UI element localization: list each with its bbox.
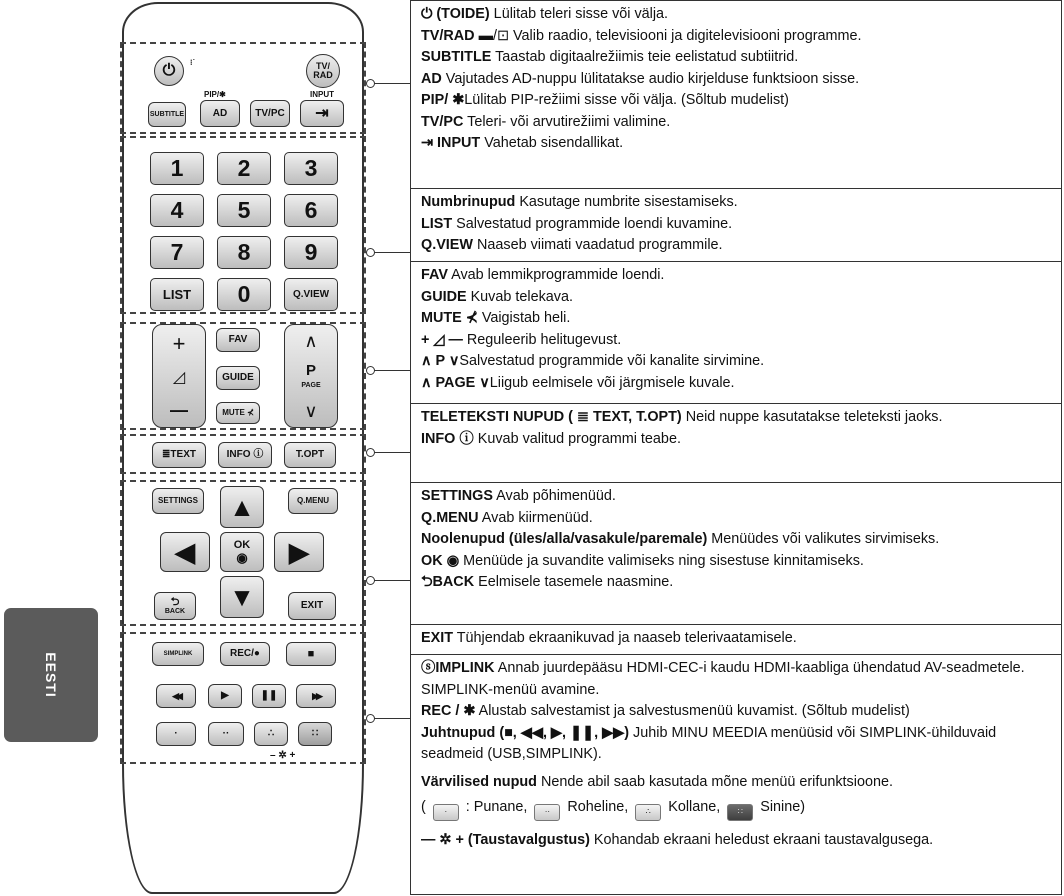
desc-key: Q.VIEW xyxy=(421,237,473,253)
desc-row-exit xyxy=(411,624,1061,654)
desc-text: Menüüde ja suvandite valimiseks ning sisestuse kinnitamiseks. xyxy=(459,552,864,569)
desc-text: Salvestatud programmide loendi kuvamine. xyxy=(452,215,733,232)
desc-line xyxy=(421,90,1052,112)
connector-6 xyxy=(370,718,410,719)
desc-key: TELETEKSTI NUPUD ( ≣ TEXT, T.OPT) xyxy=(421,409,682,425)
desc-line xyxy=(421,26,1052,48)
desc-line xyxy=(421,572,1052,594)
desc-line xyxy=(421,797,1052,821)
connector-dot-3 xyxy=(366,366,375,375)
desc-key: ⏻ (TOIDE) xyxy=(421,6,490,22)
topt-button[interactable]: T.OPT xyxy=(284,442,336,468)
connector-dot-2 xyxy=(366,248,375,257)
desc-key: TV/PC xyxy=(421,113,464,130)
backlight-label: – ✲ + xyxy=(270,750,296,761)
desc-key: EXIT xyxy=(421,630,453,646)
connector-3 xyxy=(370,370,410,371)
desc-text: Avab põhimenüüd. xyxy=(492,488,616,504)
desc-text: Teleri- või arvutirežiimi valimine. xyxy=(463,113,671,130)
connector-dot-5 xyxy=(366,576,375,585)
desc-text: Neid nuppe kasutatakse teleteksti jaoks. xyxy=(681,409,943,425)
desc-text: Kollane, xyxy=(664,799,725,815)
desc-line xyxy=(421,235,1052,257)
nav-up-button[interactable]: ▲ xyxy=(220,486,264,528)
stop-button[interactable]: ■ xyxy=(286,642,336,666)
desc-line xyxy=(421,112,1052,134)
desc-text: Avab kiirmenüüd. xyxy=(478,509,593,526)
desc-line xyxy=(421,429,1052,451)
num-6-button[interactable]: 6 xyxy=(284,194,338,227)
language-tab-label: EESTI xyxy=(43,652,59,698)
desc-text: Salvestatud programmide või kanalite sirvimine. xyxy=(459,353,765,369)
red-swatch-icon: · xyxy=(433,804,459,821)
settings-button[interactable]: SETTINGS xyxy=(152,488,204,514)
desc-text: Sinine) xyxy=(756,799,806,815)
desc-key: OK ◉ xyxy=(421,552,460,569)
desc-line xyxy=(421,214,1052,236)
num-8-button[interactable]: 8 xyxy=(217,236,271,269)
desc-key: GUIDE xyxy=(421,288,467,305)
ok-label: OK xyxy=(233,539,251,551)
channel-rocker[interactable] xyxy=(284,324,338,428)
desc-line xyxy=(421,308,1052,330)
play-button[interactable]: ▶ xyxy=(208,684,242,708)
desc-text: Kasutage numbrite sisestamiseks. xyxy=(515,194,738,210)
channel-down: ∨ xyxy=(304,401,318,422)
simplink-button[interactable]: SIMPLINK xyxy=(152,642,204,666)
channel-up: ∧ xyxy=(304,330,318,351)
fast-forward-button[interactable]: ▶▶ xyxy=(296,684,336,708)
num-3-button[interactable]: 3 xyxy=(284,152,338,185)
desc-row-top-buttons xyxy=(411,1,1061,188)
power-dots: ⁝˙ xyxy=(190,58,196,67)
tvrad-button[interactable] xyxy=(306,54,340,88)
power-button[interactable]: ⏻ xyxy=(154,56,184,86)
num-5-button[interactable]: 5 xyxy=(217,194,271,227)
red-button[interactable]: · xyxy=(156,722,196,746)
desc-text: Lülitab teleri sisse või välja. xyxy=(489,6,669,22)
ok-button[interactable] xyxy=(220,532,264,572)
connector-dot-4 xyxy=(366,448,375,457)
desc-line xyxy=(421,192,1052,214)
desc-line xyxy=(421,4,1052,26)
num-2-button[interactable]: 2 xyxy=(217,152,271,185)
remote-control xyxy=(122,2,364,894)
num-9-button[interactable]: 9 xyxy=(284,236,338,269)
connector-dot-1 xyxy=(366,79,375,88)
rec-button[interactable]: REC/● xyxy=(220,642,270,666)
desc-text: Roheline, xyxy=(563,799,633,815)
desc-key: Q.MENU xyxy=(421,509,479,526)
nav-right-button[interactable]: ▶ xyxy=(274,532,324,572)
desc-text: Liigub eelmisele või järgmisele kuvale. xyxy=(489,374,735,391)
blue-button[interactable]: ∷ xyxy=(298,722,332,746)
nav-down-button[interactable]: ▼ xyxy=(220,576,264,618)
desc-line xyxy=(421,287,1052,309)
desc-text: Vaigistab heli. xyxy=(477,310,571,326)
desc-line xyxy=(421,825,1052,855)
desc-row-media xyxy=(411,654,1061,896)
desc-text: Juhib MINU MEEDIA menüüsid või SIMPLINK-ühilduvaid seadmeid (USB,SIMPLINK). xyxy=(421,724,997,762)
text-button[interactable]: ≣TEXT xyxy=(152,442,206,468)
desc-key: INFO ⓘ xyxy=(421,430,474,447)
description-table xyxy=(410,0,1062,895)
channel-p: P xyxy=(305,362,316,380)
desc-text: Annab juurdepääsu HDMI-CEC-i kaudu HDMI-kaabliga ühendatud AV-seadmetele. SIMPLINK-menüü avamine. xyxy=(421,660,1025,698)
rewind-button[interactable]: ◀◀ xyxy=(156,684,196,708)
connector-2 xyxy=(370,252,410,253)
list-button[interactable]: LIST xyxy=(150,278,204,311)
nav-left-button[interactable]: ◀ xyxy=(160,532,210,572)
tvrad-bottom: RAD xyxy=(313,70,333,80)
desc-row-number-buttons xyxy=(411,188,1061,261)
channel-page: PAGE xyxy=(301,381,321,389)
desc-key: FAV xyxy=(421,267,448,283)
desc-text: Naaseb viimati vaadatud programmile. xyxy=(472,237,723,253)
desc-line xyxy=(421,69,1052,91)
desc-key: ⮌BACK xyxy=(421,574,475,590)
desc-text: Taastab digitaalrežiimis teie eelistatud subtiitrid. xyxy=(491,49,799,65)
guide-button[interactable]: GUIDE xyxy=(216,366,260,390)
input-label: INPUT xyxy=(310,90,334,99)
desc-line xyxy=(421,133,1052,155)
desc-row-teletext xyxy=(411,403,1061,482)
desc-line xyxy=(421,628,1052,650)
desc-key: ∧ P ∨ xyxy=(421,353,460,369)
volume-minus: — xyxy=(170,400,188,421)
desc-key: TV/RAD xyxy=(421,27,475,44)
desc-line xyxy=(421,47,1052,69)
desc-line xyxy=(421,701,1052,723)
desc-line xyxy=(421,407,1052,429)
desc-text: Alustab salvestamist ja salvestusmenüü kuvamist. (Sõltub mudelist) xyxy=(475,703,910,719)
num-0-button[interactable]: 0 xyxy=(217,278,271,311)
blue-swatch-icon: ∷ xyxy=(727,804,753,821)
mute-button[interactable]: MUTE ⊀ xyxy=(216,402,260,424)
desc-text: Kuvab valitud programmi teabe. xyxy=(473,430,681,447)
green-button[interactable]: ·· xyxy=(208,722,244,746)
info-button[interactable]: INFO ⓘ xyxy=(218,442,272,468)
desc-text: ( xyxy=(421,799,430,815)
qview-button[interactable]: Q.VIEW xyxy=(284,278,338,311)
desc-key: SETTINGS xyxy=(421,488,493,504)
desc-text: Tühjendab ekraanikuvad ja naaseb telerivaatamisele. xyxy=(453,630,797,646)
desc-key: Numbrinupud xyxy=(421,194,516,210)
desc-key: ⇥ INPUT xyxy=(421,135,481,151)
desc-key: Noolenupud (üles/alla/vasakule/paremale) xyxy=(421,531,708,547)
language-tab xyxy=(4,608,98,742)
desc-line xyxy=(421,551,1052,573)
desc-key: + ◿ — xyxy=(421,331,463,348)
back-icon: ⮌ xyxy=(170,596,180,608)
num-1-button[interactable]: 1 xyxy=(150,152,204,185)
fav-button[interactable]: FAV xyxy=(216,328,260,352)
desc-text: Vahetab sisendallikat. xyxy=(480,135,624,151)
desc-line xyxy=(421,373,1052,395)
desc-line xyxy=(421,658,1052,701)
volume-plus: + xyxy=(172,330,186,356)
desc-row-volume-channel xyxy=(411,261,1061,403)
desc-line xyxy=(421,772,1052,794)
tvpc-button[interactable]: TV/PC xyxy=(250,100,290,127)
volume-rocker[interactable] xyxy=(152,324,206,428)
desc-text: Nende abil saab kasutada mõne menüü erifunktsioone. xyxy=(536,773,893,790)
ok-dot-icon: ◉ xyxy=(236,550,248,565)
desc-text: Vajutades AD-nuppu lülitatakse audio kirjelduse funktsioon sisse. xyxy=(441,70,860,87)
num-4-button[interactable]: 4 xyxy=(150,194,204,227)
desc-text: Eelmisele tasemele naasmine. xyxy=(474,574,674,590)
desc-row-navigation xyxy=(411,482,1061,624)
input-button[interactable]: ⇥ xyxy=(300,100,344,127)
num-7-button[interactable]: 7 xyxy=(150,236,204,269)
desc-text: ▬/⊡ Valib raadio, televisiooni ja digitelevisiooni programme. xyxy=(474,27,862,44)
desc-line xyxy=(421,508,1052,530)
volume-icon: ◿ xyxy=(172,368,186,386)
desc-text: Lülitab PIP-režiimi sisse või välja. (Sõltub mudelist) xyxy=(464,92,789,108)
desc-key: REC / ✱ xyxy=(421,703,476,719)
pause-button[interactable]: ❚❚ xyxy=(252,684,286,708)
desc-text: Menüüdes või valikutes sirvimiseks. xyxy=(707,531,940,547)
connector-dot-6 xyxy=(366,714,375,723)
desc-text: : Punane, xyxy=(461,799,532,815)
connector-1 xyxy=(370,83,410,84)
connector-4 xyxy=(370,452,410,453)
back-button[interactable] xyxy=(154,592,196,620)
desc-text: Reguleerib helitugevust. xyxy=(462,331,622,348)
desc-line xyxy=(421,351,1052,373)
desc-key: PIP/ ✱ xyxy=(421,92,465,108)
desc-line xyxy=(421,723,1052,766)
subtitle-button[interactable]: SUBTITLE xyxy=(148,102,186,127)
desc-key: LIST xyxy=(421,215,453,232)
desc-key: Juhtnupud (■, ◀◀, ▶, ❚❚, ▶▶) xyxy=(421,724,630,741)
ad-button[interactable]: AD xyxy=(200,100,240,127)
green-swatch-icon: ·· xyxy=(534,804,560,821)
yellow-swatch-icon: ∴ xyxy=(635,804,661,821)
desc-text: Kuvab telekava. xyxy=(466,288,573,305)
exit-button[interactable]: EXIT xyxy=(288,592,336,620)
desc-key: AD xyxy=(421,70,442,87)
desc-key: — ✲ + (Taustavalgustus) xyxy=(421,832,590,848)
desc-line xyxy=(421,265,1052,287)
desc-text: Kohandab ekraani heledust ekraani taustavalgusega. xyxy=(589,832,934,848)
qmenu-button[interactable]: Q.MENU xyxy=(288,488,338,514)
desc-key: Värvilised nupud xyxy=(421,773,537,790)
yellow-button[interactable]: ∴ xyxy=(254,722,288,746)
desc-line xyxy=(421,486,1052,508)
tvrad-top: TV/ xyxy=(315,61,330,71)
desc-text: Avab lemmikprogrammide loendi. xyxy=(447,267,665,283)
pip-label: PIP/✱ xyxy=(204,90,226,99)
desc-line xyxy=(421,330,1052,352)
desc-key: ⓢIMPLINK xyxy=(421,660,495,676)
desc-key: SUBTITLE xyxy=(421,49,492,65)
desc-line xyxy=(421,529,1052,551)
back-label: BACK xyxy=(164,608,186,615)
connector-5 xyxy=(370,580,410,581)
desc-key: MUTE ⊀ xyxy=(421,310,478,326)
desc-key: ∧ PAGE ∨ xyxy=(421,374,490,391)
